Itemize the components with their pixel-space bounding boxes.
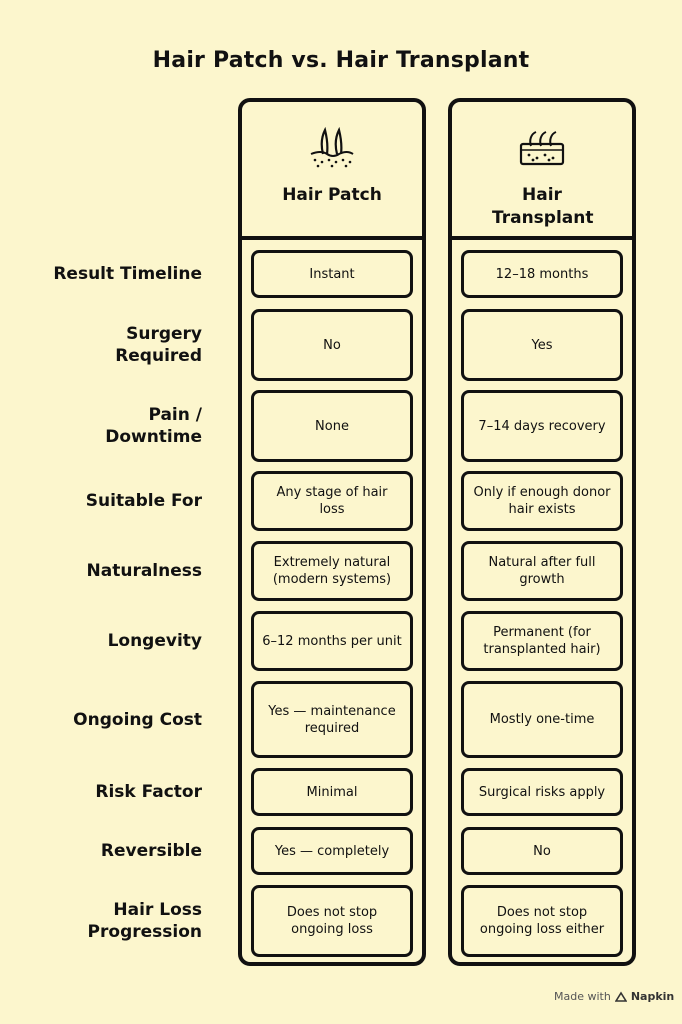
footer bbox=[554, 990, 674, 1003]
row-label: Ongoing Cost bbox=[73, 709, 202, 730]
hair-transplant-header bbox=[452, 102, 632, 240]
row-label: Surgery Required bbox=[115, 324, 202, 366]
patch-cell: Does not stop ongoing loss bbox=[251, 885, 413, 957]
page-title: Hair Patch vs. Hair Transplant bbox=[152, 48, 530, 73]
row-label: Hair Loss Progression bbox=[87, 900, 202, 942]
patch-cell: Yes — maintenance required bbox=[251, 681, 413, 758]
row-label: Suitable For bbox=[85, 491, 202, 511]
row-label: Longevity bbox=[107, 631, 202, 651]
scalp-follicles-icon bbox=[517, 124, 567, 168]
made-with-text: Made with bbox=[554, 990, 611, 1003]
patch-cell: Any stage of hair loss bbox=[251, 471, 413, 531]
transplant-cell: Permanent (for transplanted hair) bbox=[461, 611, 623, 671]
napkin-brand: Napkin bbox=[630, 990, 675, 1003]
transplant-cell: Natural after full growth bbox=[461, 541, 623, 601]
napkin-logo-icon bbox=[615, 991, 627, 1003]
transplant-cell: Yes bbox=[461, 309, 623, 381]
transplant-cell: Only if enough donor hair exists bbox=[461, 471, 623, 531]
hair-patch-header bbox=[242, 102, 422, 240]
row-label: Reversible bbox=[100, 841, 202, 861]
patch-cell: Minimal bbox=[251, 768, 413, 816]
patch-cell: Instant bbox=[251, 250, 413, 298]
patch-cell: Extremely natural (modern systems) bbox=[251, 541, 413, 601]
row-label: Result Timeline bbox=[53, 264, 202, 284]
transplant-cell: Does not stop ongoing loss either bbox=[461, 885, 623, 957]
hair-transplant-column bbox=[448, 98, 636, 966]
row-label: Naturalness bbox=[86, 561, 202, 581]
transplant-cell: Surgical risks apply bbox=[461, 768, 623, 816]
patch-cell: No bbox=[251, 309, 413, 381]
transplant-cell: 7–14 days recovery bbox=[461, 390, 623, 462]
hair-strands-icon bbox=[307, 124, 357, 168]
transplant-cell: No bbox=[461, 827, 623, 875]
patch-cell: Yes — completely bbox=[251, 827, 413, 875]
patch-cell: 6–12 months per unit bbox=[251, 611, 413, 671]
hair-transplant-title: Hair Transplant bbox=[492, 185, 594, 228]
hair-patch-column bbox=[238, 98, 426, 966]
row-label: Risk Factor bbox=[95, 782, 202, 802]
hair-patch-title: Hair Patch bbox=[282, 185, 382, 205]
transplant-cell: Mostly one-time bbox=[461, 681, 623, 758]
transplant-cell: 12–18 months bbox=[461, 250, 623, 298]
patch-cell: None bbox=[251, 390, 413, 462]
row-label: Pain / Downtime bbox=[105, 405, 202, 447]
